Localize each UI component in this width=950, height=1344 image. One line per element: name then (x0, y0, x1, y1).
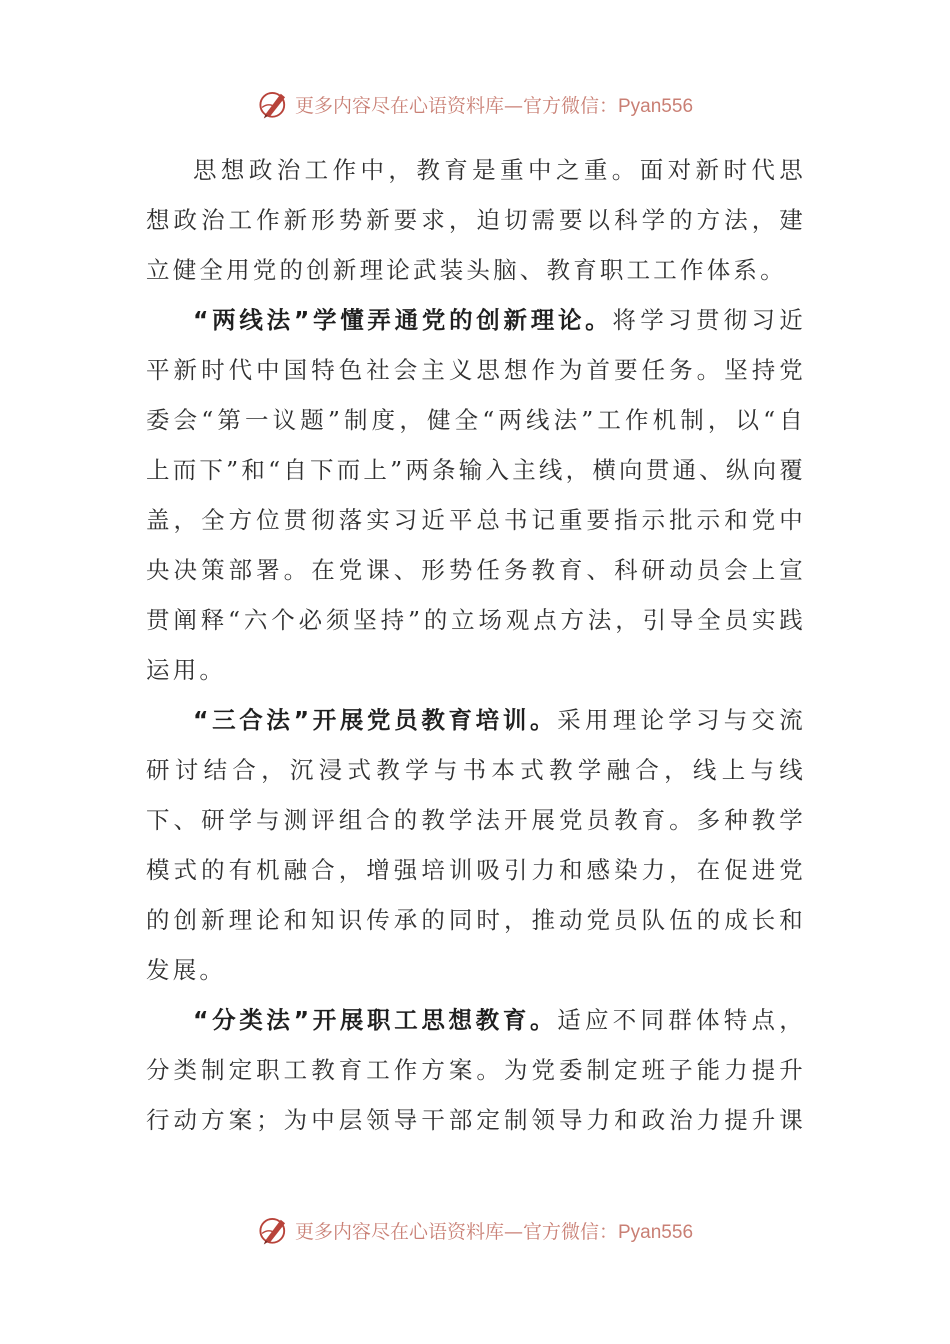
paragraph-heading: “三合法”开展党员教育培训。 (193, 706, 558, 734)
paragraph-text: 采用理论学习与交流研讨结合，沉浸式教学与书本式教学融合，线上与线下、研学与测评组合的教学法开展党员教育。多种教学模式的有机融合，增强培训吸引力和感染力，在促进党的创新理论和知识传承的同时，推动党员队伍的成长和发展。 (146, 706, 806, 984)
paragraph-intro: 思想政治工作中，教育是重中之重。面对新时代思想政治工作新形势新要求，迫切需要以科学的方法，建立健全用党的创新理论武装头脑、教育职工工作体系。 (146, 156, 806, 284)
header-banner (0, 84, 950, 124)
paragraph-two-line-method (146, 295, 806, 695)
footer-banner (0, 1210, 950, 1250)
paragraph-text: 适应不同群体特点，分类制定职工教育工作方案。为党委制定班子能力提升行动方案；为中层领导干部定制领导力和政治力提升课 (146, 1006, 806, 1134)
paragraph-heading: “分类法”开展职工思想教育。 (193, 1006, 558, 1034)
paragraph-classification-method (146, 995, 806, 1145)
paragraph-text: 将学习贯彻习近平新时代中国特色社会主义思想作为首要任务。坚持党委会“第一议题”制度，健全“两线法”工作机制，以“自上而下”和“自下而上”两条输入主线，横向贯通、纵向覆盖，全方位贯彻落实习近平总书记重要指示批示和党中央决策部署。在党课、形势任务教育、科研动员会上宣贯阐释“六个必须坚持”的立场观点方法，引导全员实践运用。 (146, 306, 806, 684)
paragraph-heading: “两线法”学懂弄通党的创新理论。 (193, 306, 613, 334)
paragraph-three-combine-method (146, 695, 806, 995)
pen-nib-logo-icon (257, 87, 291, 121)
document-body (146, 145, 806, 1145)
header-banner-text: 更多内容尽在心语资料库—官方微信：Pyan556 (294, 94, 694, 117)
pen-nib-logo-icon (257, 1213, 291, 1247)
footer-banner-text: 更多内容尽在心语资料库—官方微信：Pyan556 (294, 1220, 694, 1243)
